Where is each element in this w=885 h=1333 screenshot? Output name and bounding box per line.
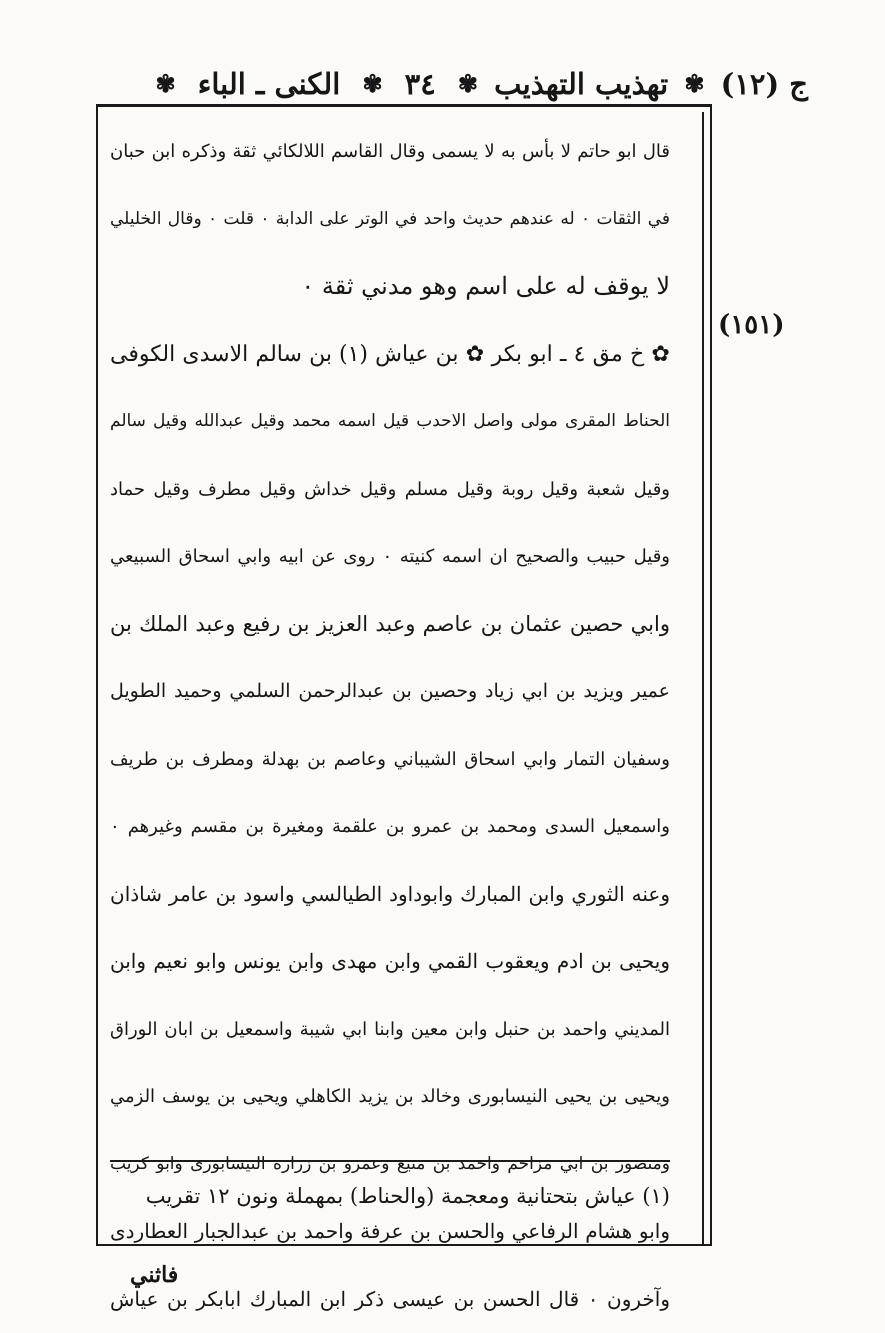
book-title: تهذيب التهذيب [494,67,669,101]
entry-number: (١٥١) [718,310,785,340]
footnote: (١) عياش بتحتانية ومعجمة (والحناط) بمهملة ونون ١٢ تقريب [145,1184,670,1208]
text-line: وابو هشام الرفاعي والحسن بن عرفة واحمد بن عبدالجبار العطاردى [110,1219,670,1243]
text-line: وقيل حبيب والصحيح ان اسمه كنيته ٠ روى عن ابيه وابي اسحاق السبيعي [110,546,670,567]
flower-ornament-icon: ✾ [362,69,383,98]
text-line: عمير ويزيد بن ابي زياد وحصين بن عبدالرحمن السلمي وحميد الطويل [110,680,670,702]
text-line: ومنصور بن ابي مزاحم واحمد بن منيع وعمرو بن زرارة النيسابورى وابو كريب [110,1153,670,1174]
catchword: فاثني [130,1262,179,1288]
flower-ornament-icon: ✾ [684,69,705,98]
text-line: ويحيى بن يحيى النيسابورى وخالد بن يزيد الكاهلي ويحيى بن يوسف الزمي [110,1086,670,1107]
text-line: ويحيى بن ادم ويعقوب القمي وابن مهدى وابن يونس وابو نعيم وابن [110,949,670,973]
running-header [88,62,808,102]
text-line: وقيل شعبة وقيل روبة وقيل مسلم وقيل خداش وقيل مطرف وقيل حماد [110,478,670,500]
text-line: قال ابو حاتم لا بأس به لا يسمى وقال القاسم اللالكائي ثقة وذكره ابن حبان [110,141,670,162]
text-line: الحناط المقرى مولى واصل الاحدب قيل اسمه محمد وقيل عبدالله وقيل سالم [110,411,670,431]
text-line: وعنه الثوري وابن المبارك وابوداود الطيالسي واسود بن عامر شاذان [110,881,670,906]
flower-ornament-icon: ✾ [155,69,176,98]
footnote-divider [110,1160,670,1162]
section-title: الكنى ـ الباء [197,67,341,101]
text-line: وابي حصين عثمان بن عاصم وعبد العزيز بن رفيع وعبد الملك بن [110,611,670,636]
page-number: ٣٤ [404,67,436,101]
text-line: وآخرون ٠ قال الحسن بن عيسى ذكر ابن المبارك ابابكر بن عياش [110,1286,670,1311]
text-line: وسفيان التمار وابي اسحاق الشيباني وعاصم بن بهدلة ومطرف بن طريف [110,748,670,770]
text-line: واسمعيل السدى ومحمد بن عمرو بن علقمة ومغيرة بن مقسم وغيرهم ٠ [110,816,670,837]
flower-ornament-icon: ✾ [457,69,479,98]
body-text [110,118,670,1333]
text-line: في الثقات ٠ له عندهم حديث واحد في الوتر على الدابة ٠ قلت ٠ وقال الخليلي [110,208,670,229]
text-line: لا يوقف له على اسم وهو مدني ثقة ٠ [301,272,670,300]
entry-heading-line: ✿ خ مق ٤ ـ ابو بكر ✿ بن عياش (١) بن سالم الاسدى الكوفى [110,341,670,367]
volume-label: ج (١٢) [720,67,808,101]
text-line: المديني واحمد بن حنبل وابن معين وابنا ابي شيبة واسمعيل بن ابان الوراق [110,1018,670,1040]
